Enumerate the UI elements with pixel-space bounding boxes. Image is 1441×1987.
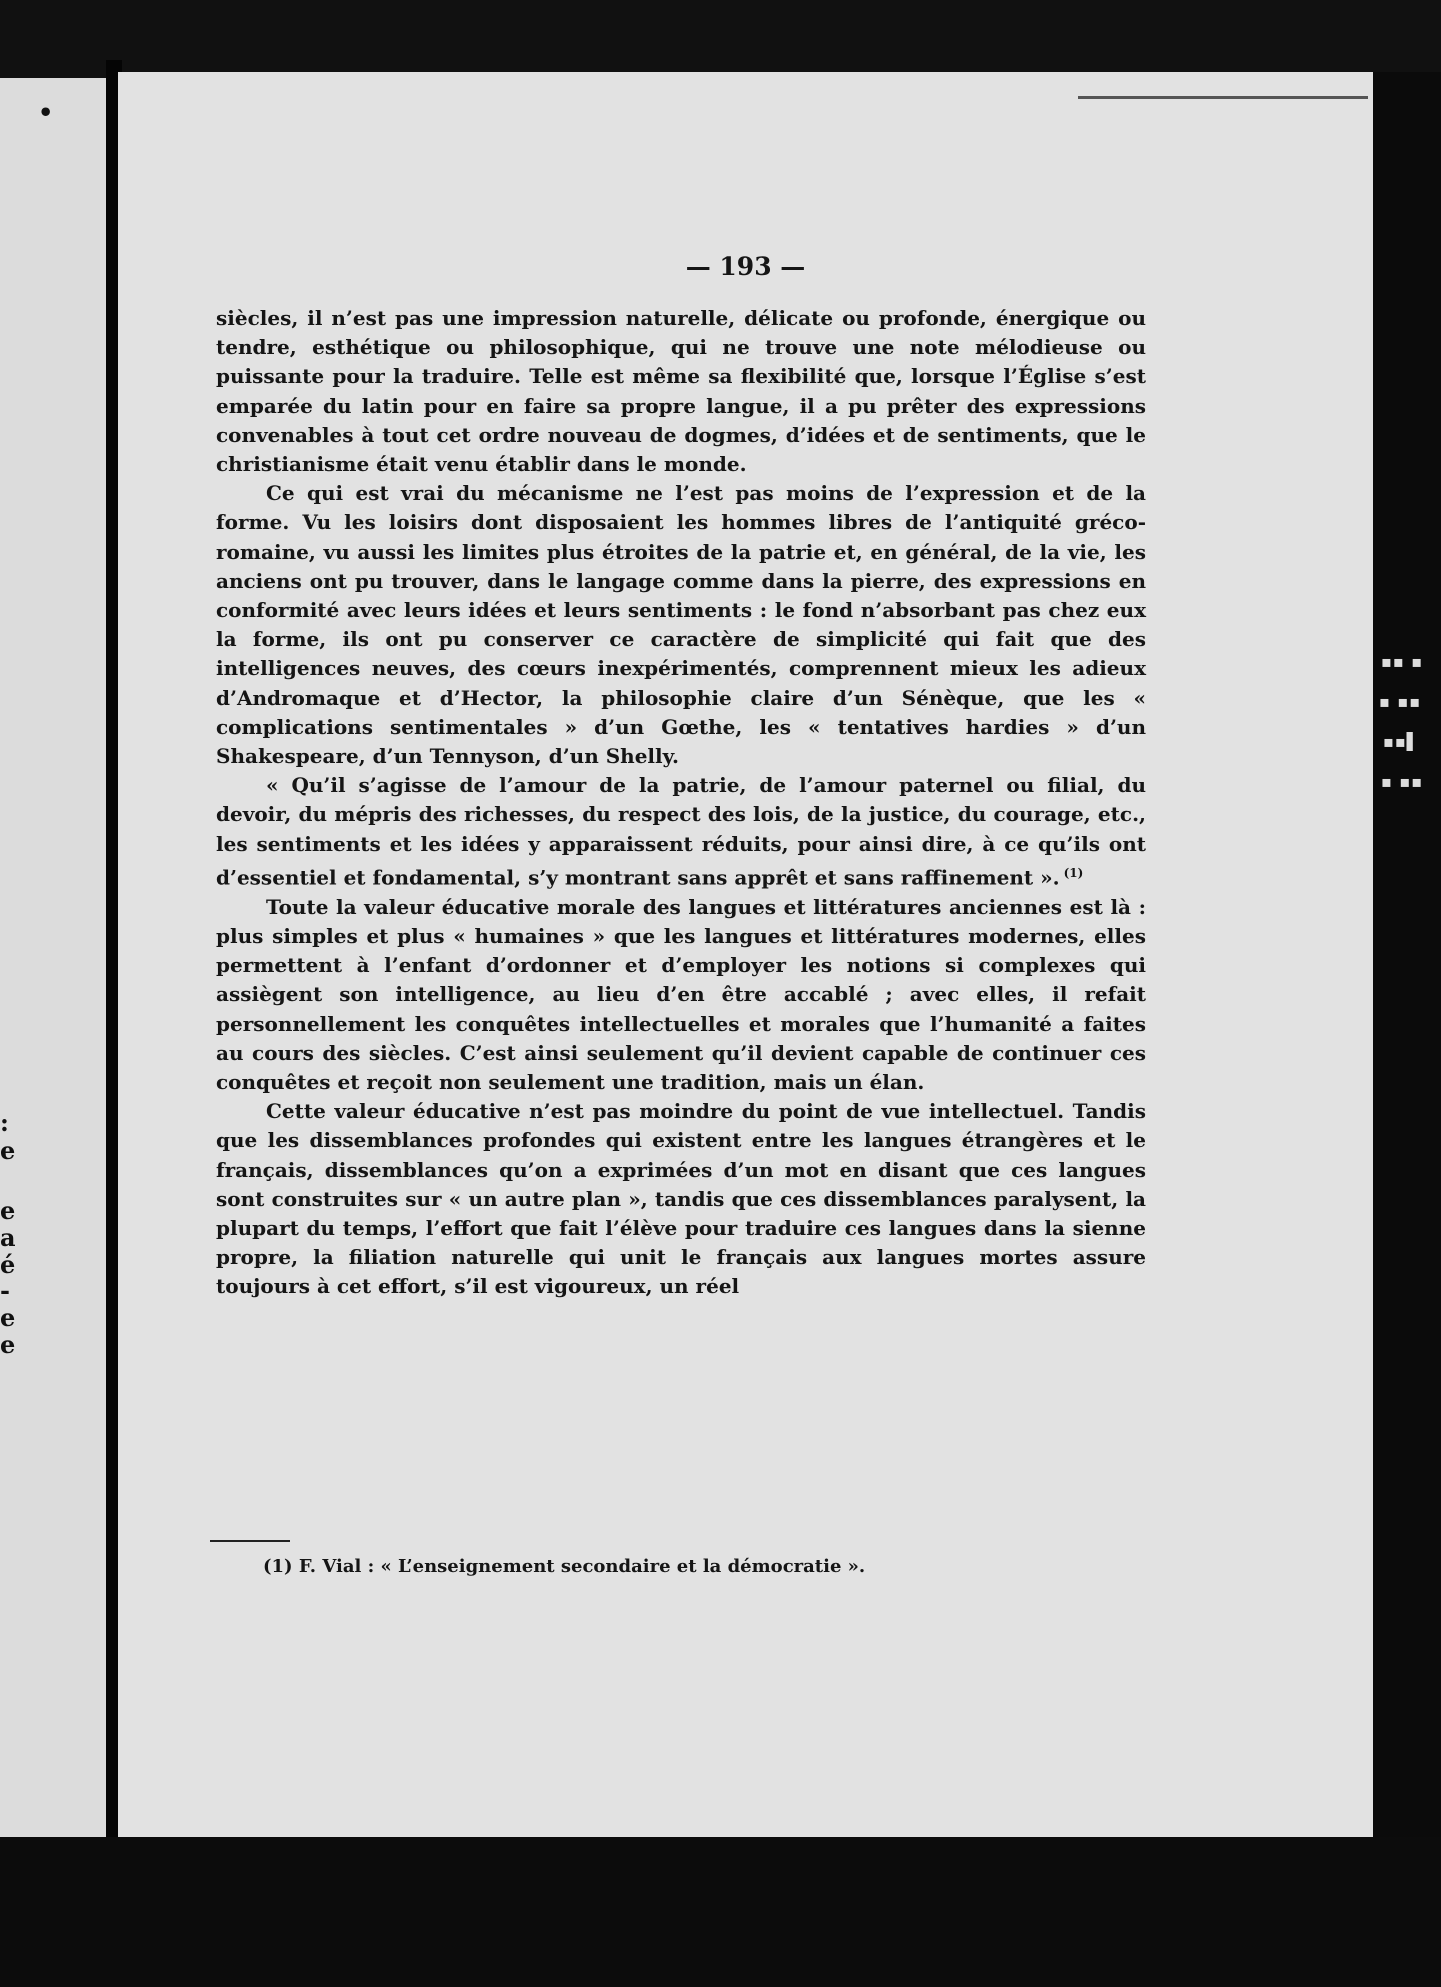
paragraph: Toute la valeur éducative morale des langues et littératures anciennes est là : plus simples et plus « humaines » que les langues et littératures modernes, elles permettent à l’enfant d’ordonner et d’employer les notions si complexes qui assiègent son intelligence, au lieu d’en être accablé ; avec elles, il refait personnellement les conquêtes intellectuelles et morales que l’humanité a faites au cours des siècles. C’est ainsi seulement qu’il devient capable de continuer ces conquêtes et reçoit non seulement une tradition, mais un élan. [216,894,1146,1094]
quotation-text: « Qu’il s’agisse de l’amour de la patrie, de l’amour paternel ou filial, du devoir, du mépris des richesses, du respect des lois, de la justice, du courage, etc., les sentiments et les idées y apparaissent réduits, pour ainsi dire, à ce qu’ils ont d’essentiel et fondamental, s’y montrant sans apprêt et sans raffinement ». [216,773,1146,890]
paragraph: Cette valeur éducative n’est pas moindre du point de vue intellectuel. Tandis que les dissemblances profondes qui existent entre les langues étrangères et le français, dissemblances qu’on a exprimées d’un mot en disant que ces langues sont construites sur « un autre plan », tandis que ces dissemblances paralysent, la plupart du temps, l’effort que fait l’élève pour traduire ces langues dans la sienne propre, la filiation naturelle qui unit le français aux langues mortes assure toujours à cet effort, s’il est vigoureux, un réel [216,1099,1146,1299]
page-number: — 193 — [685,252,806,281]
adjacent-page-fragment [0,78,108,1838]
scan-background-right [1373,72,1441,1837]
left-page-mark: e [0,1330,16,1359]
scan-background-bottom [0,1837,1441,1987]
left-page-mark: e [0,1303,16,1332]
paragraph: siècles, il n’est pas une impression naturelle, délicate ou profonde, énergique ou tendre, esthétique ou philosophique, qui ne trouve une note mélodieuse ou puissante pour la traduire. Telle est même sa flexibilité que, lorsque l’Église s’est emparée du latin pour en faire sa propre langue, il a pu prêter des expressions convenables à tout cet ordre nouveau de dogmes, d’idées et de sentiments, que le christianisme était venu établir dans le monde. [216,306,1146,477]
scan-noise: ▪▪ ▪ [1381,652,1424,671]
book-page [118,72,1373,1837]
scan-noise: ▪▪▌ [1383,732,1420,751]
page-edge-line [1078,96,1368,99]
paragraph: Ce qui est vrai du mécanisme ne l’est pas moins de l’expression et de la forme. Vu les loisirs dont disposaient les hommes libres de l’antiquité gréco-romaine, vu aussi les limites plus étroites de la patrie et, en général, de la vie, les anciens ont pu trouver, dans le langage comme dans la pierre, des expressions en conformité avec leurs idées et leurs sentiments : le fond n’absorbant pas chez eux la forme, ils ont pu conserver ce caractère de simplicité qui fait que des intelligences neuves, des cœurs inexpérimentés, comprennent mieux les adieux d’Andromaque et d’Hector, la philosophie claire d’un Sénèque, que les « complications sentimentales » d’un Gœthe, les « tentatives hardies » d’un Shakespeare, d’un Tennyson, d’un Shelly. [216,481,1146,769]
left-page-mark: é [0,1250,16,1279]
footnote: (1) F. Vial : « L’enseignement secondaire et la démocratie ». [263,1556,866,1577]
left-page-mark: - [0,1276,10,1305]
footnote-reference: (1) [1063,865,1084,880]
left-page-mark: e [0,1136,16,1165]
left-page-mark: • [38,98,54,127]
left-page-mark: a [0,1223,16,1252]
left-page-mark: : [0,1108,9,1137]
left-page-mark: e [0,1196,16,1225]
paragraph [216,771,1146,892]
footnote-separator [210,1540,290,1542]
body-text [216,304,1146,1302]
scan-noise: ▪ ▪▪ [1381,772,1424,791]
scan-noise: ▪ ▪▪ [1379,692,1422,711]
